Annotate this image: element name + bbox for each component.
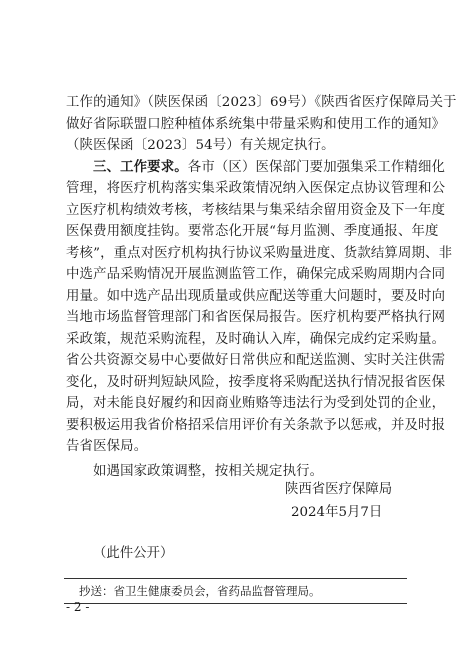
page-number: - 2 - bbox=[66, 600, 90, 614]
signature-date: 2024年5月7日 bbox=[291, 505, 383, 520]
body-line: （陕医保函〔2023〕54号）有关规定执行。 bbox=[66, 138, 335, 153]
body-line: 要积极运用我省价格招采信用评价有关条款予以惩戒，并及时报 bbox=[66, 417, 446, 433]
cc-top-rule bbox=[64, 578, 407, 579]
closing-sentence: 如遇国家政策调整，按相关规定执行。 bbox=[93, 463, 324, 479]
cc-bottom-rule bbox=[64, 603, 407, 604]
section-three-first-line bbox=[66, 157, 446, 179]
body-line: 采政策，规范采购流程，及时确认入库，确保完成约定采购量。 bbox=[66, 331, 446, 347]
section-heading: 三、工作要求。 bbox=[93, 158, 188, 175]
body-line: 告省医保局。 bbox=[66, 439, 148, 454]
publish-note: （此件公开） bbox=[93, 546, 174, 561]
body-line: 立医疗机构绩效考核，考核结果与集采结余留用资金及下一年度 bbox=[66, 202, 446, 218]
body-line: 省公共资源交易中心要做好日常供应和配送监测、实时关注供需 bbox=[66, 353, 446, 368]
body-line: 做好省际联盟口腔种植体系统集中带量采购和使用工作的通知》 bbox=[66, 116, 446, 132]
body-line: 局，对未能良好履约和因商业贿赂等违法行为受到处罚的企业， bbox=[66, 396, 446, 411]
body-line: 考核”，重点对医疗机构执行协议采购量进度、货款结算周期、非 bbox=[66, 245, 453, 261]
body-line: 用量。如中选产品出现质量或供应配送等重大问题时，要及时向 bbox=[66, 288, 446, 304]
body-line: 管理，将医疗机构落实集采政策情况纳入医保定点协议管理和公 bbox=[66, 181, 446, 196]
body-line: 各市（区）医保部门要加强集采工作精细化 bbox=[187, 159, 446, 175]
signature-organization: 陕西省医疗保障局 bbox=[285, 482, 393, 497]
body-line: 当地市场监督管理部门和省医保局报告。医疗机构要严格执行网 bbox=[66, 310, 446, 325]
body-line: 工作的通知》（陕医保函〔2023〕69号）《陕西省医疗保障局关于 bbox=[66, 95, 457, 110]
body-line: 医保费用额度挂钩。要常态化开展“每月监测、季度通报、年度 bbox=[66, 224, 439, 239]
body-line: 变化，及时研判短缺风险，按季度将采购配送执行情况报省医保 bbox=[66, 374, 446, 390]
body-line: 中选产品采购情况开展监测监管工作，确保完成采购周期内合同 bbox=[66, 267, 446, 282]
cc-line: 抄送：省卫生健康委员会，省药品监督管理局。 bbox=[79, 584, 321, 598]
body-text bbox=[66, 92, 457, 482]
